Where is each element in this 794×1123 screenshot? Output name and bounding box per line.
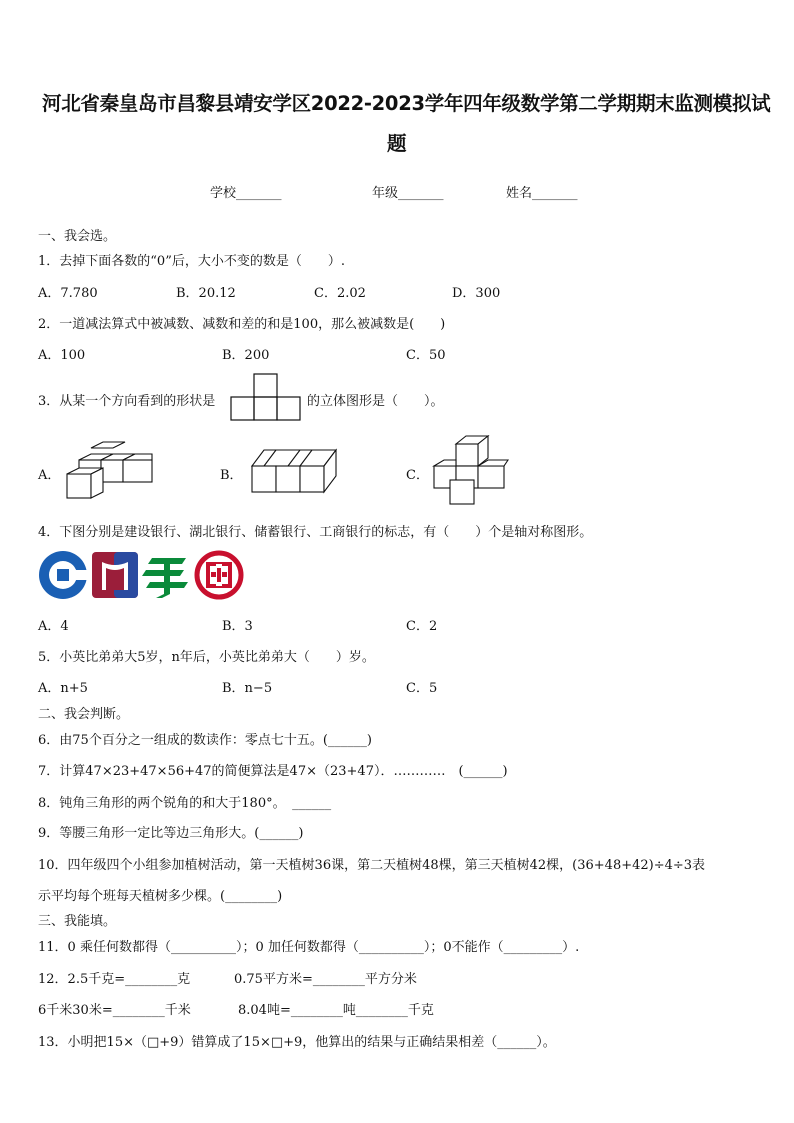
postal-savings-logo [142, 550, 192, 600]
cube-figure-a [66, 440, 156, 502]
question-3-option-a: A． [38, 468, 61, 483]
name-field: 姓名_______ [506, 186, 578, 201]
ccb-logo [38, 550, 88, 600]
section-heading: 三、我能填。 [38, 914, 117, 929]
question-3-option-c: C． [406, 468, 429, 483]
question-9: 9．等腰三角形一定比等边三角形大。(______) [38, 826, 304, 841]
grade-field: 年级_______ [372, 186, 444, 201]
question-5-option-b: B．n−5 [222, 681, 273, 696]
question-10-line2: 示平均每个班每天植树多少棵。(________) [38, 889, 283, 904]
school-field: 学校_______ [210, 186, 282, 201]
question-11: 11．0 乘任何数都得（__________）；0 加任何数都得（__________）；0不能作（_________）. [38, 940, 580, 955]
hubei-bank-logo [90, 550, 140, 600]
exam-title-line2: 题 [387, 132, 407, 155]
question-6: 6．由75个百分之一组成的数读作：零点七十五。(______) [38, 733, 372, 748]
question-3-stem-b: 的立体图形是（ ）。 [307, 394, 444, 409]
question-1-stem: 1．去掉下面各数的“0”后，大小不变的数是（ ）. [38, 254, 345, 269]
question-1-option-c: C．2.02 [314, 286, 366, 301]
question-1-option-a: A．7.780 [38, 286, 98, 301]
question-4-stem: 4．下图分别是建设银行、湖北银行、储蓄银行、工商银行的标志，有（ ）个是轴对称图形。 [38, 525, 593, 540]
question-2-option-a: A．100 [38, 348, 86, 363]
cube-figure-b [250, 446, 340, 496]
question-10-line1: 10．四年级四个小组参加植树活动，第一天植树36课，第二天植树48棵，第三天植树42棵，(36+48+42)÷4÷3表 [38, 858, 706, 873]
question-2-stem: 2．一道减法算式中被减数、减数和差的和是100，那么被减数是( ) [38, 317, 446, 332]
question-4-option-b: B．3 [222, 619, 253, 634]
question-1-option-d: D．300 [452, 286, 501, 301]
question-2-option-b: B．200 [222, 348, 270, 363]
question-3-stem-a: 3．从某一个方向看到的形状是 [38, 394, 216, 409]
question-13: 13．小明把15×（□+9）错算成了15×□+9，他算出的结果与正确结果相差（______）。 [38, 1035, 556, 1050]
exam-title-line1: 河北省秦皇岛市昌黎县靖安学区2022-2023学年四年级数学第二学期期末监测模拟试 [42, 92, 771, 115]
question-12-line1-a: 12．2.5千克=________克 [38, 972, 191, 987]
question-5-option-c: C．5 [406, 681, 438, 696]
icbc-logo [194, 550, 244, 600]
section-heading: 一、我会选。 [38, 229, 117, 244]
section-heading: 二、我会判断。 [38, 707, 130, 722]
question-7: 7．计算47×23+47×56+47的简便算法是47×（23+47）．………… (______) [38, 764, 508, 779]
question-4-option-c: C．2 [406, 619, 438, 634]
question-5-stem: 5．小英比弟弟大5岁，n年后，小英比弟弟大（ ）岁。 [38, 650, 375, 665]
front-view-figure [230, 373, 304, 423]
question-3-option-b: B． [220, 468, 243, 483]
question-8: 8．钝角三角形的两个锐角的和大于180°。 ______ [38, 796, 332, 811]
question-12-line1-b: 0.75平方米=________平方分米 [234, 972, 417, 987]
question-12-line2-b: 8.04吨=________吨________千克 [238, 1003, 434, 1018]
question-5-option-a: A．n+5 [38, 681, 88, 696]
cube-figure-c [432, 434, 512, 506]
question-1-option-b: B．20.12 [176, 286, 236, 301]
question-12-line2-a: 6千米30米=________千米 [38, 1003, 191, 1018]
question-4-option-a: A．4 [38, 619, 69, 634]
question-2-option-c: C．50 [406, 348, 446, 363]
